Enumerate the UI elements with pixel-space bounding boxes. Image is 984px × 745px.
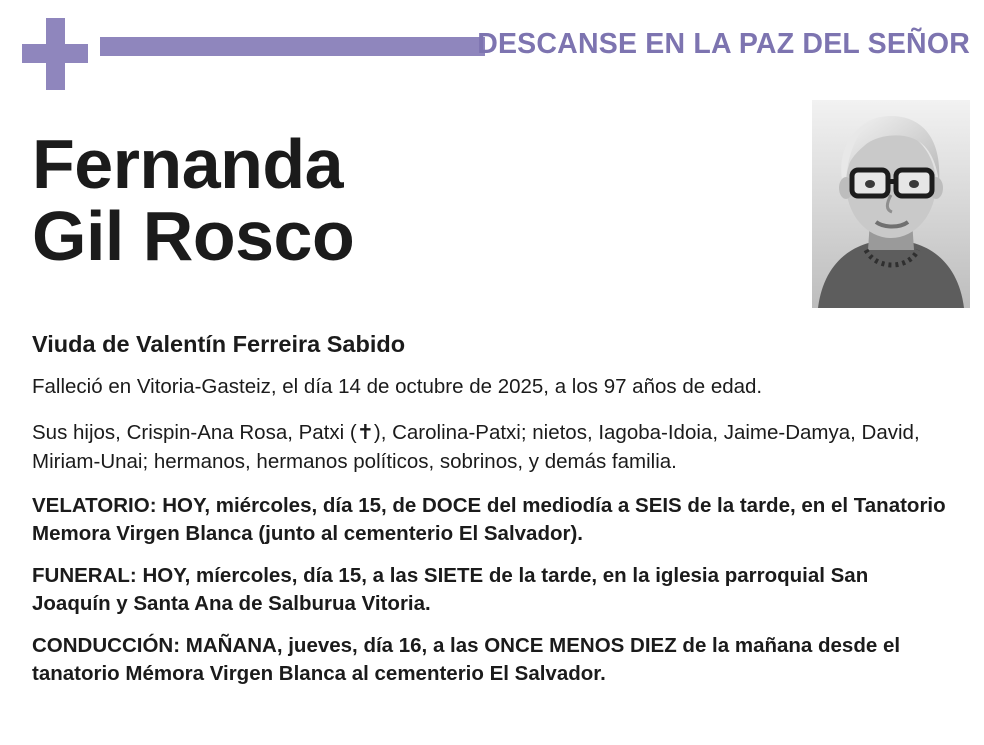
first-name: Fernanda (32, 125, 344, 203)
header-title: DESCANSE EN LA PAZ DEL SEÑOR (477, 28, 970, 60)
portrait-photo (812, 100, 970, 308)
spouse-line: Viuda de Valentín Ferreira Sabido (32, 331, 406, 357)
header-rule (100, 37, 485, 56)
notice-velatorio: VELATORIO: HOY, miércoles, día 15, de DOCE del mediodía a SEIS de la tarde, en el Tanatorio Memora Virgen Blanca (junto al cementerio El Salvador). (32, 494, 946, 545)
death-line: Falleció en Vitoria-Gasteiz, el día 14 de octubre de 2025, a los 97 años de edad. (32, 375, 763, 398)
deceased-name (32, 125, 772, 275)
obituary-body (32, 330, 957, 688)
header-band (0, 0, 984, 96)
cross-icon (22, 18, 88, 90)
last-name: Gil Rosco (32, 197, 355, 275)
family-line: Sus hijos, Crispin-Ana Rosa, Patxi (✝), Carolina-Patxi; nietos, Iagoba-Idoia, Jaime-Damya, David, Miriam-Unai; hermanos, hermanos políticos, sobrinos, y demás familia. (32, 421, 920, 473)
notice-funeral: FUNERAL: HOY, míercoles, día 15, a las SIETE de la tarde, en la iglesia parroquial San Joaquín y Santa Ana de Salburua Vitoria. (32, 564, 869, 615)
notice-conduccion: CONDUCCIÓN: MAÑANA, jueves, día 16, a las ONCE MENOS DIEZ de la mañana desde el tanatorio Mémora Virgen Blanca al cementerio El Salvador. (32, 634, 901, 685)
